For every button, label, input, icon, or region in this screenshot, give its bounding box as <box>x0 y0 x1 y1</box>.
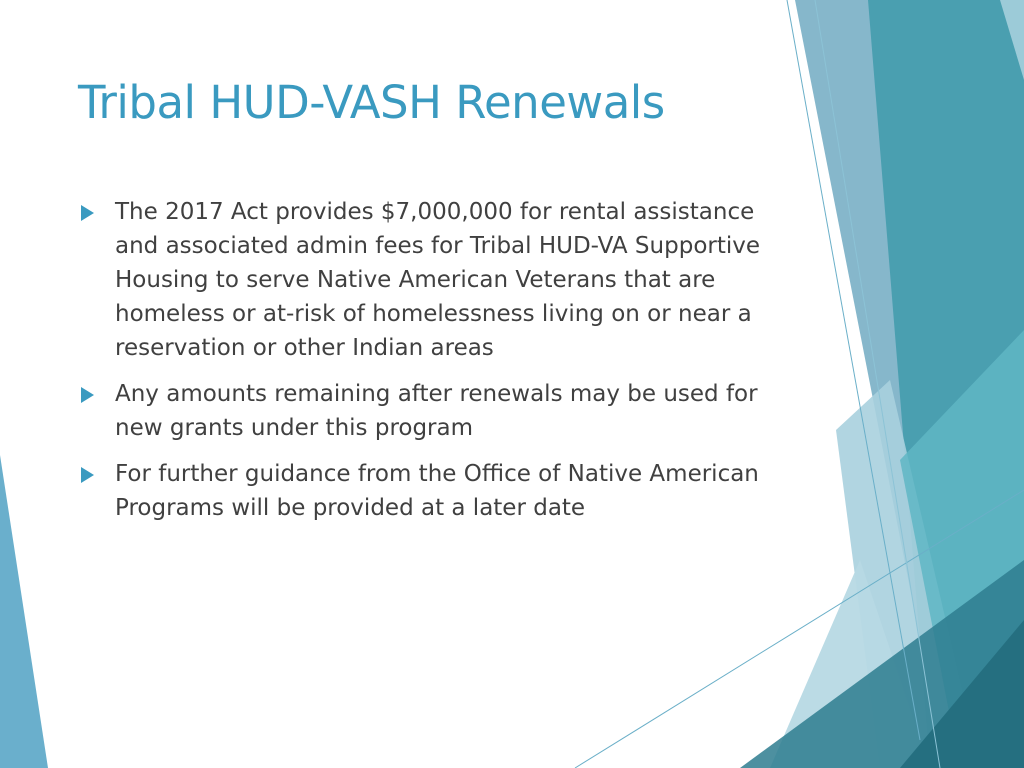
slide-title: Tribal HUD-VASH Renewals <box>78 76 665 129</box>
bullet-text: The 2017 Act provides $7,000,000 for rental assistance and associated admin fees for Tribal HUD-VA Supportive Housing to serve Native American Veterans that are homeless or at-risk of homelessness living on or near a reservation or other Indian areas <box>115 199 761 361</box>
bullet-item <box>78 377 768 445</box>
bullet-text: Any amounts remaining after renewals may be used for new grants under this program <box>115 381 758 441</box>
bullet-item <box>78 457 768 525</box>
triangle-bullet-icon <box>81 387 94 403</box>
triangle-bullet-icon <box>81 205 94 221</box>
bullet-text: For further guidance from the Office of Native American Programs will be provided at a later date <box>115 461 759 521</box>
triangle-bullet-icon <box>81 467 94 483</box>
bullet-item <box>78 195 768 365</box>
bullet-list <box>78 195 768 537</box>
left-edge-facet <box>0 455 48 768</box>
